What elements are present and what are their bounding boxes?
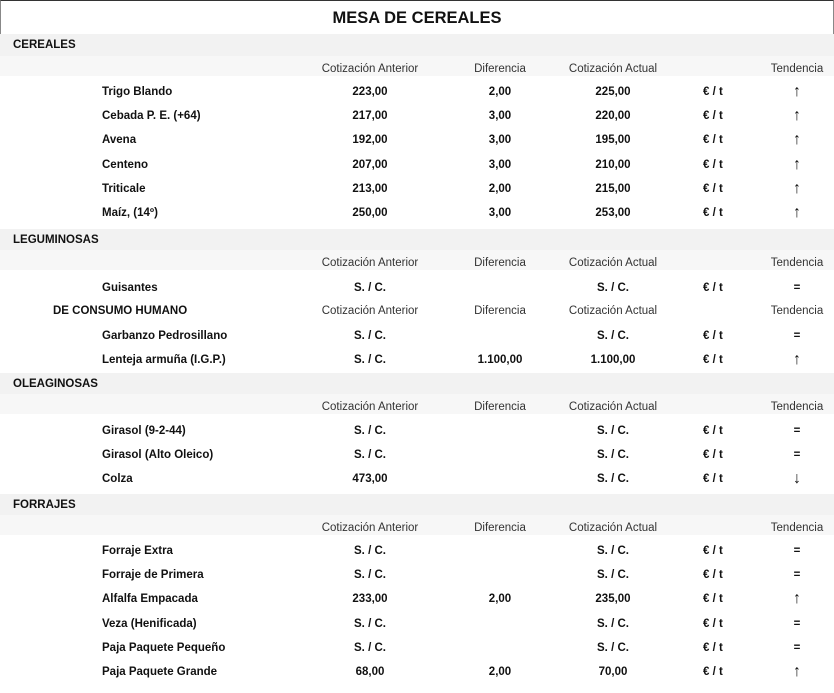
section-title: OLEAGINOSAS xyxy=(13,378,98,390)
trend-up-arrow-icon: ↑ xyxy=(793,107,801,125)
cotizacion-anterior-value: 250,00 xyxy=(352,207,388,219)
cotizacion-anterior-value: 217,00 xyxy=(352,110,388,123)
unit-label: € / t xyxy=(703,449,723,462)
cotizacion-actual-value: S. / C. xyxy=(597,449,629,462)
header-tendencia: Tendencia xyxy=(770,257,824,269)
page-title: MESA DE CEREALES xyxy=(332,9,502,27)
table-row xyxy=(0,614,834,634)
column-header-row xyxy=(0,301,834,321)
cotizacion-actual-value: S. / C. xyxy=(597,641,629,654)
trend-up-arrow-icon: ↑ xyxy=(793,131,801,149)
table-row xyxy=(0,638,834,658)
trend-up-arrow-icon: ↑ xyxy=(793,179,801,197)
header-cotizacion-anterior: Cotización Anterior xyxy=(321,63,419,75)
unit-label: € / t xyxy=(703,641,723,654)
product-name: Girasol (9-2-44) xyxy=(102,425,186,437)
trend-up-arrow-icon: ↑ xyxy=(793,351,801,369)
unit-label: € / t xyxy=(703,182,723,195)
header-diferencia: Diferencia xyxy=(474,63,526,75)
unit-label: € / t xyxy=(703,207,723,219)
product-name: Forraje de Primera xyxy=(102,569,204,582)
header-diferencia: Diferencia xyxy=(474,305,526,317)
section-title: CEREALES xyxy=(13,39,76,51)
diferencia-value: 3,00 xyxy=(488,158,512,171)
cotizacion-anterior-value: S. / C. xyxy=(354,449,386,462)
trend-equal-icon: = xyxy=(793,641,801,654)
trend-equal-icon: = xyxy=(793,449,801,462)
cotizacion-anterior-value: S. / C. xyxy=(354,425,386,437)
header-cotizacion-actual: Cotización Actual xyxy=(568,63,658,75)
column-header-row xyxy=(0,253,834,273)
table-row xyxy=(0,106,834,126)
unit-label: € / t xyxy=(703,110,723,123)
product-name: Paja Paquete Pequeño xyxy=(102,641,226,654)
product-name: Girasol (Alto Oleico) xyxy=(102,449,214,462)
cotizacion-anterior-value: 473,00 xyxy=(352,473,388,486)
table-row xyxy=(0,82,834,102)
unit-label: € / t xyxy=(703,354,723,367)
product-name: Cebada P. E. (+64) xyxy=(102,110,201,123)
trend-equal-icon: = xyxy=(793,282,801,294)
trend-equal-icon: = xyxy=(793,617,801,630)
trend-up-arrow-icon: ↑ xyxy=(793,204,801,221)
header-tendencia: Tendencia xyxy=(770,401,824,413)
section-title: LEGUMINOSAS xyxy=(13,234,99,246)
unit-label: € / t xyxy=(703,330,723,342)
cotizacion-anterior-value: S. / C. xyxy=(354,569,386,582)
trend-equal-icon: = xyxy=(793,569,801,582)
header-diferencia: Diferencia xyxy=(474,257,526,269)
unit-label: € / t xyxy=(703,86,723,98)
diferencia-value: 2,00 xyxy=(488,182,512,195)
trend-up-arrow-icon: ↑ xyxy=(793,590,801,608)
cotizacion-anterior-value: S. / C. xyxy=(354,641,386,654)
table-row xyxy=(0,130,834,150)
cotizacion-actual-value: S. / C. xyxy=(597,425,629,437)
cotizacion-actual-value: S. / C. xyxy=(597,545,629,557)
trend-down-arrow-icon: ↓ xyxy=(793,470,801,488)
unit-label: € / t xyxy=(703,617,723,630)
cotizacion-anterior-value: 207,00 xyxy=(352,158,388,171)
header-diferencia: Diferencia xyxy=(474,522,526,534)
diferencia-value: 3,00 xyxy=(488,134,512,147)
table-row xyxy=(0,469,834,489)
cotizacion-anterior-value: 192,00 xyxy=(352,134,388,147)
product-name: Avena xyxy=(102,134,137,147)
diferencia-value: 3,00 xyxy=(488,207,512,219)
section-header-leguminosas xyxy=(0,229,834,251)
header-cotizacion-anterior: Cotización Anterior xyxy=(321,522,419,534)
product-name: Centeno xyxy=(102,158,148,171)
product-name: Forraje Extra xyxy=(102,545,173,557)
column-header-row xyxy=(0,518,834,538)
diferencia-value: 1.100,00 xyxy=(477,354,523,367)
cotizacion-actual-value: 215,00 xyxy=(595,182,631,195)
diferencia-value: 2,00 xyxy=(488,593,512,606)
table-row xyxy=(0,203,834,223)
cotizacion-actual-value: 220,00 xyxy=(595,110,631,123)
cotizacion-actual-value: 235,00 xyxy=(595,593,631,606)
cotizacion-actual-value: S. / C. xyxy=(597,282,629,294)
unit-label: € / t xyxy=(703,593,723,606)
header-tendencia: Tendencia xyxy=(770,63,824,75)
cotizacion-anterior-value: 213,00 xyxy=(352,182,388,195)
table-row xyxy=(0,421,834,441)
trend-up-arrow-icon: ↑ xyxy=(793,663,801,680)
product-name: Garbanzo Pedrosillano xyxy=(102,330,228,342)
header-tendencia: Tendencia xyxy=(770,305,824,317)
cotizacion-actual-value: 210,00 xyxy=(595,158,631,171)
cotizacion-actual-value: S. / C. xyxy=(597,617,629,630)
unit-label: € / t xyxy=(703,545,723,557)
table-row xyxy=(0,565,834,585)
cotizacion-anterior-value: 68,00 xyxy=(355,666,385,678)
product-name: Maíz, (14º) xyxy=(102,207,158,219)
header-cotizacion-actual: Cotización Actual xyxy=(568,305,658,317)
cotizacion-anterior-value: S. / C. xyxy=(354,330,386,342)
table-row xyxy=(0,278,834,298)
product-name: Veza (Henificada) xyxy=(102,617,197,630)
header-tendencia: Tendencia xyxy=(770,522,824,534)
column-header-row xyxy=(0,397,834,417)
product-name: Alfalfa Empacada xyxy=(102,593,198,606)
unit-label: € / t xyxy=(703,569,723,582)
header-diferencia: Diferencia xyxy=(474,401,526,413)
column-header-row xyxy=(0,59,834,79)
trend-equal-icon: = xyxy=(793,425,801,437)
subsection-title: DE CONSUMO HUMANO xyxy=(53,305,188,317)
unit-label: € / t xyxy=(703,666,723,678)
section-header-cereales xyxy=(0,34,834,56)
product-name: Lenteja armuña (I.G.P.) xyxy=(102,354,226,367)
header-cotizacion-actual: Cotización Actual xyxy=(568,401,658,413)
table-row xyxy=(0,445,834,465)
header-cotizacion-actual: Cotización Actual xyxy=(568,522,658,534)
diferencia-value: 2,00 xyxy=(488,666,512,678)
unit-label: € / t xyxy=(703,134,723,147)
unit-label: € / t xyxy=(703,158,723,171)
header-cotizacion-anterior: Cotización Anterior xyxy=(321,257,419,269)
product-name: Colza xyxy=(102,473,133,486)
cotizacion-actual-value: 70,00 xyxy=(598,666,628,678)
table-row xyxy=(0,179,834,199)
cotizacion-actual-value: 195,00 xyxy=(595,134,631,147)
table-row xyxy=(0,541,834,561)
cotizacion-anterior-value: 223,00 xyxy=(352,86,388,98)
table-row xyxy=(0,326,834,346)
header-cotizacion-anterior: Cotización Anterior xyxy=(321,401,419,413)
header-cotizacion-actual: Cotización Actual xyxy=(568,257,658,269)
trend-equal-icon: = xyxy=(793,330,801,342)
product-name: Paja Paquete Grande xyxy=(102,666,218,678)
table-row xyxy=(0,662,834,682)
section-header-oleaginosas xyxy=(0,373,834,395)
trend-equal-icon: = xyxy=(793,545,801,557)
cotizacion-actual-value: S. / C. xyxy=(597,473,629,486)
cotizacion-anterior-value: S. / C. xyxy=(354,282,386,294)
diferencia-value: 2,00 xyxy=(488,86,512,98)
diferencia-value: 3,00 xyxy=(488,110,512,123)
product-name: Guisantes xyxy=(102,282,158,294)
unit-label: € / t xyxy=(703,473,723,486)
table-row xyxy=(0,155,834,175)
product-name: Trigo Blando xyxy=(102,86,173,98)
cotizacion-actual-value: S. / C. xyxy=(597,330,629,342)
trend-up-arrow-icon: ↑ xyxy=(793,155,801,173)
cotizacion-anterior-value: S. / C. xyxy=(354,545,386,557)
header-cotizacion-anterior: Cotización Anterior xyxy=(321,305,419,317)
unit-label: € / t xyxy=(703,425,723,437)
cotizacion-anterior-value: 233,00 xyxy=(352,593,388,606)
product-name: Triticale xyxy=(102,182,146,195)
trend-up-arrow-icon: ↑ xyxy=(793,83,801,100)
cotizacion-actual-value: S. / C. xyxy=(597,569,629,582)
cotizacion-anterior-value: S. / C. xyxy=(354,617,386,630)
table-row xyxy=(0,589,834,609)
section-title: FORRAJES xyxy=(13,499,76,511)
cotizacion-actual-value: 225,00 xyxy=(595,86,631,98)
cotizacion-anterior-value: S. / C. xyxy=(354,354,386,367)
cotizacion-actual-value: 1.100,00 xyxy=(590,354,636,367)
unit-label: € / t xyxy=(703,282,723,294)
section-header-forrajes xyxy=(0,494,834,516)
table-row xyxy=(0,350,834,370)
cotizacion-actual-value: 253,00 xyxy=(595,207,631,219)
